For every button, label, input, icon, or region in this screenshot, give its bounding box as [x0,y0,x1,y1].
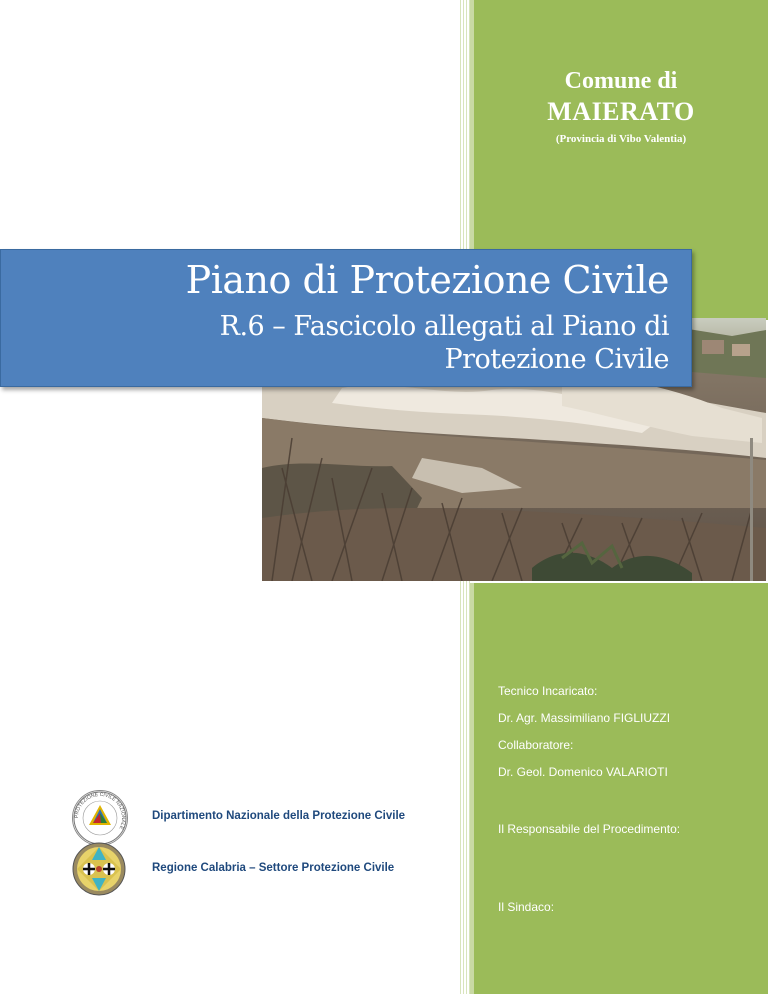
regione-calabria-logo [72,842,126,896]
green-panel-middle [688,260,768,320]
tecnico-label: Tecnico Incaricato: [498,684,598,698]
dpc-logo-ring-text: PROTEZIONE CIVILE NAZIONALE [73,791,127,831]
green-panel-bottom [474,583,768,994]
dpc-label: Dipartimento Nazionale della Protezione Civile [152,810,406,822]
collaboratore-label: Collaboratore: [498,738,574,752]
protezione-civile-logo [72,790,128,846]
document-title: Piano di Protezione Civile [185,258,669,302]
collaboratore-name: Dr. Geol. Domenico VALARIOTI [498,765,668,779]
provincia-label: (Provincia di Vibo Valentia) [555,133,687,145]
comune-name: MAIERATO [547,97,695,126]
calabria-label: Regione Calabria – Settore Protezione Civile [152,862,395,874]
comune-label: Comune di [564,68,678,94]
subtitle-line-1: R.6 – Fascicolo allegati al Piano di [219,311,669,342]
responsabile-label: Il Responsabile del Procedimento: [498,822,681,836]
subtitle-line-2: Protezione Civile [444,344,669,375]
comune-header [474,66,768,148]
document-title-banner [0,249,692,387]
document-subtitle [220,310,669,376]
sindaco-label: Il Sindaco: [498,900,555,914]
tecnico-name: Dr. Agr. Massimiliano FIGLIUZZI [498,711,671,725]
